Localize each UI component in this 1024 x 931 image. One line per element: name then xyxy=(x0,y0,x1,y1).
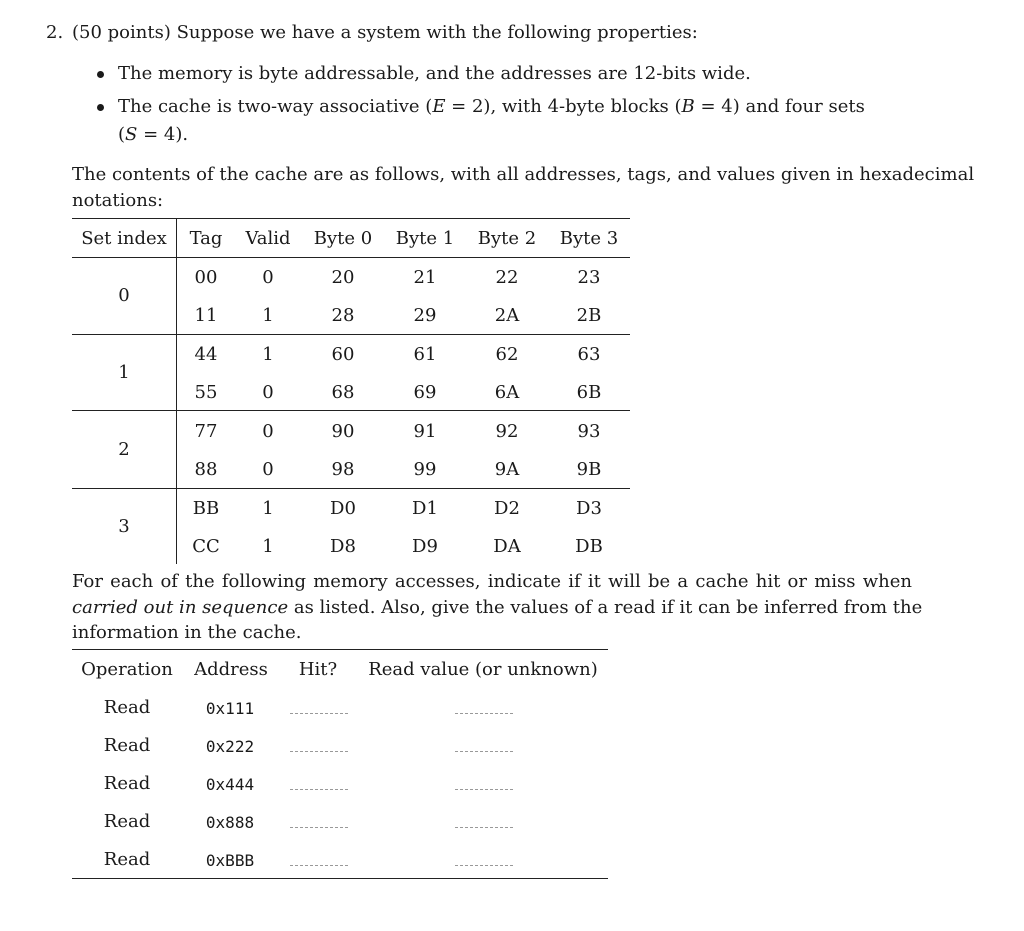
hit-answer-blank[interactable] xyxy=(290,751,348,752)
cell-tag: 00 xyxy=(194,267,218,288)
cell-tag: 11 xyxy=(194,305,218,326)
cell-byte: D2 xyxy=(494,498,520,519)
cell-byte: 90 xyxy=(331,421,355,442)
header-valid: Valid xyxy=(245,228,291,249)
cell-byte: 6B xyxy=(576,382,602,403)
cell-byte: 99 xyxy=(413,459,437,480)
cell-valid: 1 xyxy=(262,344,274,365)
cell-byte: 21 xyxy=(413,267,437,288)
hit-answer-blank[interactable] xyxy=(290,713,348,714)
cell-byte: 23 xyxy=(577,267,601,288)
access-address: 0x444 xyxy=(205,775,255,794)
paragraph-instructions-line1: For each of the following memory accesses, indicate if it will be a cache hit or miss when xyxy=(72,571,912,592)
access-table-top-rule xyxy=(72,649,608,650)
header-byte2: Byte 2 xyxy=(477,228,537,249)
cell-byte: 29 xyxy=(413,305,437,326)
header-operation: Operation xyxy=(81,659,173,680)
access-table-bottom-rule xyxy=(72,878,608,879)
bullet-text-cache xyxy=(118,96,912,117)
cell-byte: 9B xyxy=(576,459,602,480)
header-set-index: Set index xyxy=(81,228,167,249)
bullet-text-memory: The memory is byte addressable, and the addresses are 12-bits wide. xyxy=(118,63,751,84)
cache-table-set-divider xyxy=(72,334,630,335)
paragraph-instructions-line2: carried out in sequence as listed. Also, give the values of a read if it can be inferred from the xyxy=(72,597,923,618)
cell-byte: D0 xyxy=(330,498,356,519)
cell-valid: 1 xyxy=(262,536,274,557)
cell-byte: 60 xyxy=(331,344,355,365)
header-read-value: Read value (or unknown) xyxy=(368,659,598,680)
bullet-cache-part1: The cache is two-way associative (E = 2), with 4-byte blocks (B = 4) and four sets xyxy=(118,96,865,117)
cache-table-set-divider xyxy=(72,410,630,411)
cell-byte: 22 xyxy=(495,267,519,288)
cell-byte: DB xyxy=(575,536,603,557)
cell-byte: 98 xyxy=(331,459,355,480)
header-tag: Tag xyxy=(189,228,223,249)
bullet-text-cache-line2: (S = 4). xyxy=(118,124,189,145)
question-number: 2. xyxy=(46,22,64,43)
header-address: Address xyxy=(194,659,268,680)
paragraph-instructions-line3: information in the cache. xyxy=(72,622,302,643)
paragraph-cache-contents-line1: The contents of the cache are as follows, with all addresses, tags, and values given in hexadecimal xyxy=(72,164,975,185)
cell-byte: 28 xyxy=(331,305,355,326)
question-lead: (50 points) Suppose we have a system with the following properties: xyxy=(72,22,698,43)
access-address: 0x222 xyxy=(205,737,255,756)
access-address: 0x111 xyxy=(205,699,255,718)
hit-answer-blank[interactable] xyxy=(290,789,348,790)
access-operation: Read xyxy=(103,849,151,870)
access-address: 0xBBB xyxy=(205,851,255,870)
cell-byte: 2A xyxy=(494,305,520,326)
cell-byte: 63 xyxy=(577,344,601,365)
read-value-answer-blank[interactable] xyxy=(455,827,513,828)
set-index: 0 xyxy=(118,285,130,306)
bullet-dot xyxy=(97,71,104,78)
set-index: 3 xyxy=(118,516,130,537)
cell-tag: CC xyxy=(192,536,220,557)
access-operation: Read xyxy=(103,697,151,718)
cell-valid: 0 xyxy=(262,382,274,403)
access-address: 0x888 xyxy=(205,813,255,832)
header-byte3: Byte 3 xyxy=(559,228,619,249)
cell-byte: D8 xyxy=(330,536,356,557)
cell-valid: 0 xyxy=(262,459,274,480)
cell-tag: 88 xyxy=(194,459,218,480)
cache-table-header-rule xyxy=(72,257,630,258)
hit-answer-blank[interactable] xyxy=(290,865,348,866)
cell-byte: 20 xyxy=(331,267,355,288)
cell-byte: 68 xyxy=(331,382,355,403)
read-value-answer-blank[interactable] xyxy=(455,713,513,714)
cache-table-column-divider xyxy=(176,218,177,564)
access-operation: Read xyxy=(103,735,151,756)
cell-byte: D1 xyxy=(412,498,438,519)
cell-byte: 69 xyxy=(413,382,437,403)
cell-tag: 44 xyxy=(194,344,218,365)
hit-answer-blank[interactable] xyxy=(290,827,348,828)
paragraph-cache-contents-line2: notations: xyxy=(72,190,164,211)
cell-tag: BB xyxy=(192,498,220,519)
cell-byte: 91 xyxy=(413,421,437,442)
access-operation: Read xyxy=(103,811,151,832)
cell-byte: 9A xyxy=(494,459,520,480)
read-value-answer-blank[interactable] xyxy=(455,751,513,752)
cell-byte: 62 xyxy=(495,344,519,365)
read-value-answer-blank[interactable] xyxy=(455,865,513,866)
cell-byte: 61 xyxy=(413,344,437,365)
cell-byte: 6A xyxy=(494,382,520,403)
cell-byte: 2B xyxy=(576,305,602,326)
read-value-answer-blank[interactable] xyxy=(455,789,513,790)
cell-byte: 93 xyxy=(577,421,601,442)
access-operation: Read xyxy=(103,773,151,794)
cell-valid: 1 xyxy=(262,305,274,326)
cell-valid: 1 xyxy=(262,498,274,519)
bullet-dot xyxy=(97,104,104,111)
cell-byte: 92 xyxy=(495,421,519,442)
cache-table-set-divider xyxy=(72,488,630,489)
cell-valid: 0 xyxy=(262,421,274,442)
cell-byte: D3 xyxy=(576,498,602,519)
cell-valid: 0 xyxy=(262,267,274,288)
cell-tag: 55 xyxy=(194,382,218,403)
cell-byte: DA xyxy=(493,536,521,557)
set-index: 1 xyxy=(118,362,130,383)
header-hit: Hit? xyxy=(298,659,338,680)
cache-table-top-rule xyxy=(72,218,630,219)
header-byte1: Byte 1 xyxy=(395,228,455,249)
header-byte0: Byte 0 xyxy=(313,228,373,249)
set-index: 2 xyxy=(118,439,130,460)
cell-tag: 77 xyxy=(194,421,218,442)
cell-byte: D9 xyxy=(412,536,438,557)
